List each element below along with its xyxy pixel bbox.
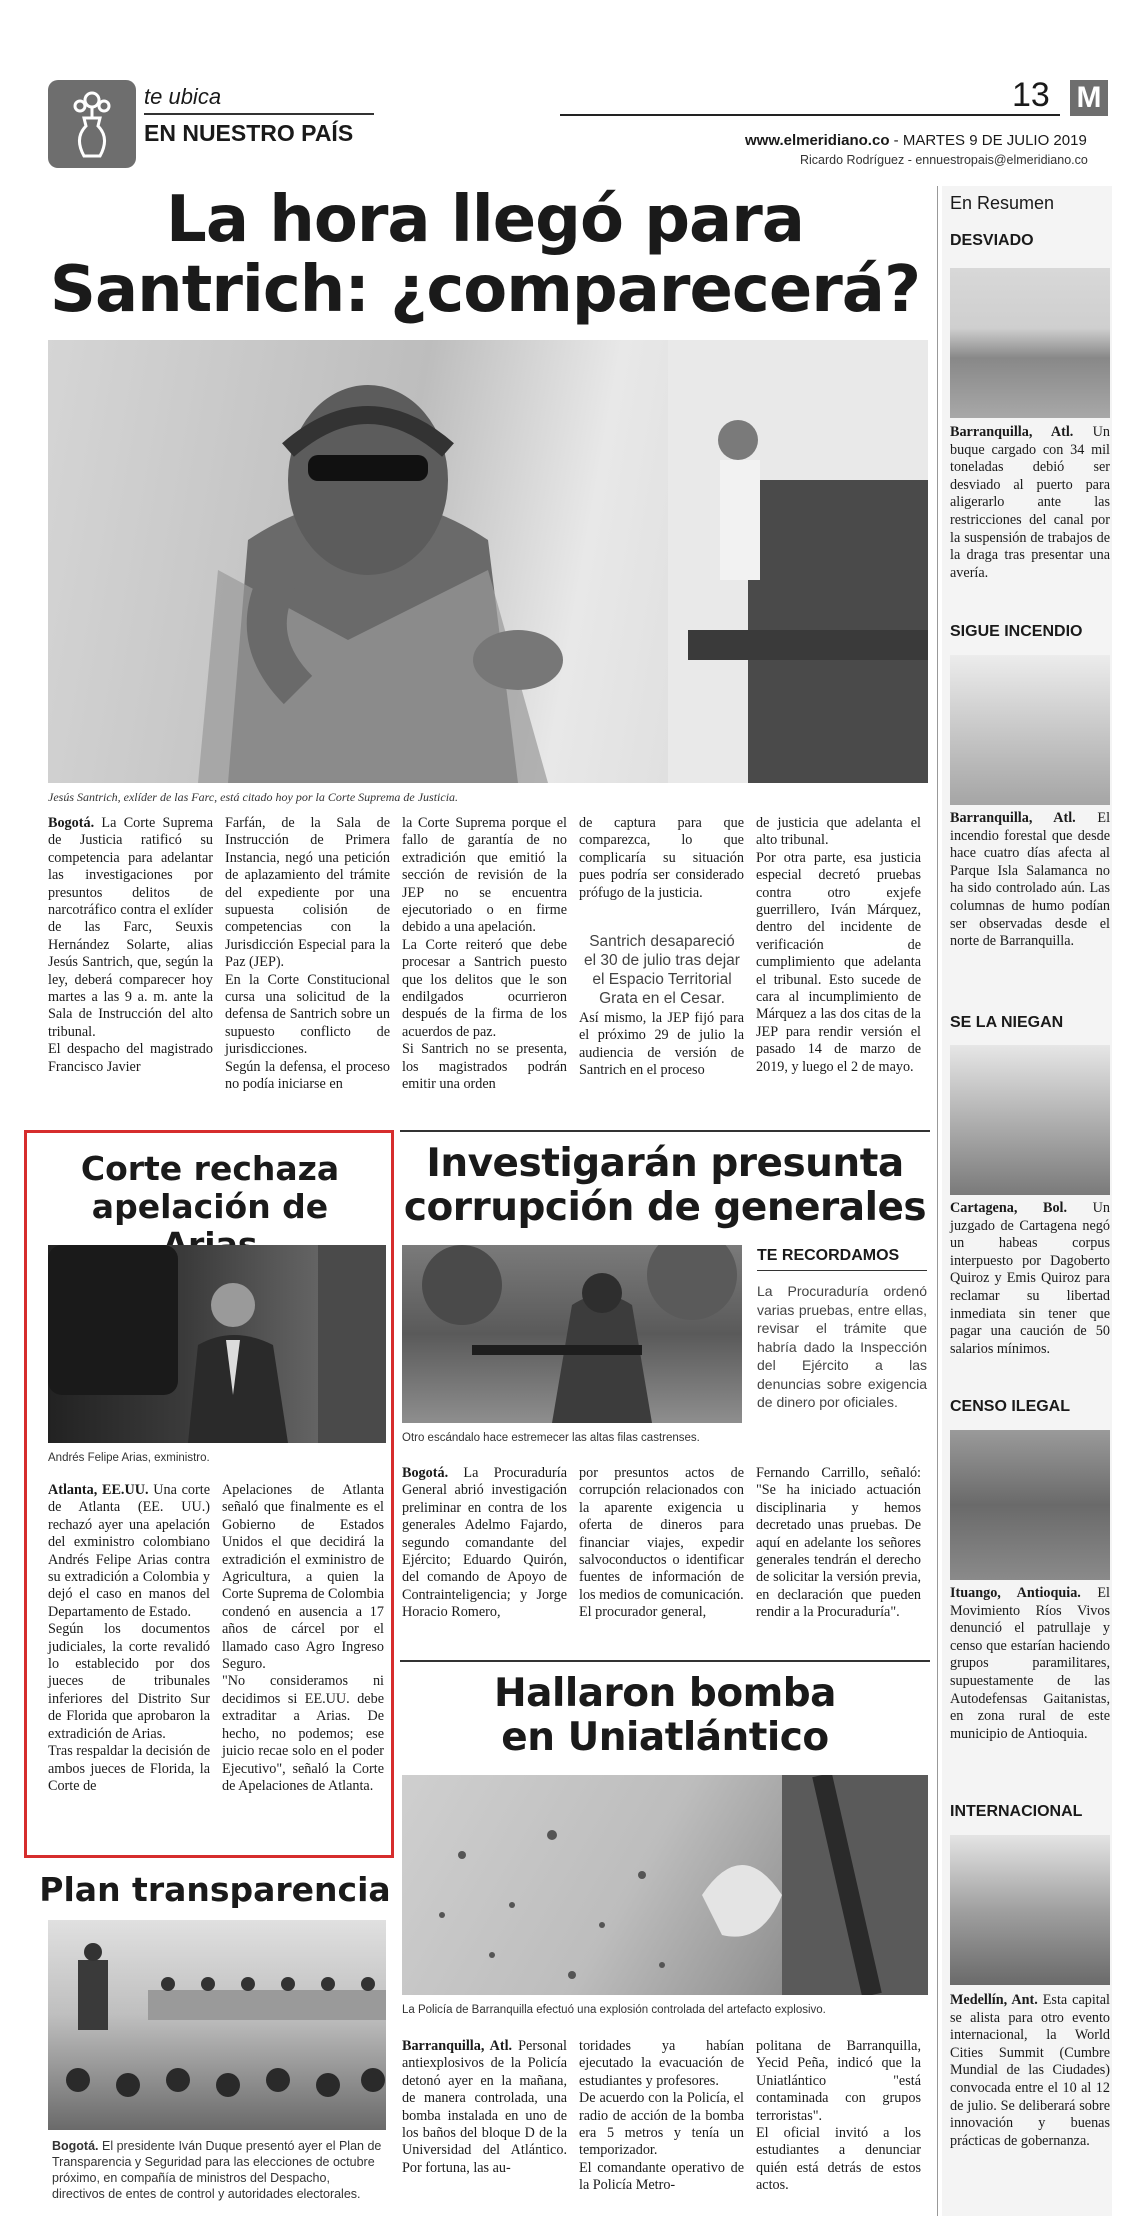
sidebar-dateline-incendio: Barranquilla, Atl. <box>950 810 1076 826</box>
bomba-col-1-text: Personal antiexplosivos de la Policía detonó ayer en la mañana, de manera controlada, una bomba instalada en uno de los baños del bloque D de la Universidad del Atlántico. Por fortuna, las au- <box>402 2038 567 2176</box>
main-photo <box>48 340 928 783</box>
header-rule <box>560 114 1060 116</box>
vase-icon <box>48 80 136 168</box>
bomba-photo <box>402 1775 928 1995</box>
te-recordamos-text: La Procuraduría ordenó varias pruebas, entre ellas, revisar el trámite que habría dado la Inspección del Ejército a las denuncias sobre exigencia de dinero por oficiales. <box>757 1283 927 1410</box>
main-col-2: Farfán, de la Sala de Instrucción de Primera Instancia, negó una petición de aplazamiento del trámite del expediente por una supuesta colisión de competencias con la Jurisdicción Especial para la Paz (JEP). En la Corte Constitucional cursa una solicitud de la defensa de Santrich sobre un supuesto conflicto de jurisdicciones. Según la defensa, el proceso no podía iniciarse en <box>225 815 390 1093</box>
transparencia-caption-text: El presidente Iván Duque presentó ayer el Plan de Transparencia y Seguridad para las elecciones de octubre próximo, en compañía de ministros del Despacho, directivos de entes de control y autoridades electorales. <box>52 2139 382 2201</box>
main-col-3: la Corte Suprema porque el fallo de garantía de no extradición que emitió la sección de revisión de la JEP no se encuentra ejecutoriado o en firme debido a una apelación. La Corte reiteró que debe procesar a Santrich puesto que los delitos que le son endilgados ocurrieron después de la firma de los acuerdos de paz. Si Santrich no se presenta, los magistrados podrán emitir una orden <box>402 815 567 1093</box>
sidebar-photo-internacional <box>950 1835 1110 1985</box>
sidebar-heading-internacional: INTERNACIONAL <box>950 1803 1083 1820</box>
arias-dateline: Atlanta, EE.UU. <box>48 1482 149 1498</box>
sidebar-heading-censo: CENSO ILEGAL <box>950 1398 1071 1415</box>
bomba-col-1 <box>402 2038 567 2177</box>
generales-headline-line2: corrupción de generales <box>403 1185 927 1230</box>
dateline <box>745 132 1087 149</box>
arias-col-1 <box>48 1482 210 1795</box>
sidebar-photo-incendio <box>950 655 1110 805</box>
sidebar-dateline-censo: Ituango, Antioquia. <box>950 1585 1081 1601</box>
main-headline <box>40 185 930 325</box>
sidebar-heading-incendio: SIGUE INCENDIO <box>950 623 1083 640</box>
transparencia-caption <box>52 2138 384 2202</box>
section-logo <box>48 80 136 168</box>
bomba-photo-caption: La Policía de Barranquilla efectuó una explosión controlada del artefacto explosivo. <box>402 2004 826 2016</box>
pull-quote: Santrich desapareció el 30 de julio tras dejar el Espacio Territorial Grata en el Cesar. <box>584 933 740 1007</box>
byline: Ricardo Rodríguez - ennuestropais@elmeridiano.co <box>800 153 1088 167</box>
bomba-headline <box>400 1672 930 1760</box>
sidebar-body-desviado: Un buque cargado con 34 mil toneladas debió ser desviado al puerto para aligerarlo ante las restricciones del canal por la suspensión de trabajos de la draga tras presentar una avería. <box>950 424 1110 581</box>
page-number: 13 <box>1012 76 1050 114</box>
section-bottom-label: EN NUESTRO PAÍS <box>144 120 354 146</box>
sidebar-photo-censo <box>950 1430 1110 1580</box>
generales-headline-line1: Investigarán presunta <box>426 1141 904 1186</box>
main-col-1-text: La Corte Suprema de Justicia ratificó su competencia para adelantar las investigaciones por presuntos delitos de narcotráfico contra el exlíder de las Farc, Seuxis Hernández Solarte, alias Jesús Santrich, que, según la ley, deberá comparecer hoy martes a las 9 a. m. ante la Sala de Instrucción del alto tribunal. El despacho del magistrado Francisco Javier <box>48 815 213 1075</box>
main-dateline: Bogotá. <box>48 815 95 831</box>
sidebar-heading-niegan: SE LA NIEGAN <box>950 1014 1064 1031</box>
generales-photo <box>402 1245 742 1423</box>
bomba-dateline: Barranquilla, Atl. <box>402 2038 513 2054</box>
arias-headline-line1: Corte rechaza <box>80 1149 340 1188</box>
bomba-col-3: politana de Barranquilla, Yecid Peña, indicó que la Uniatlántico "está contaminada con grupos terroristas". El oficial invitó a los estudiantes a denunciar quién está detrás de estos actos. <box>756 2038 921 2194</box>
generales-photo-caption: Otro escándalo hace estremecer las altas filas castrenses. <box>402 1432 700 1444</box>
generales-col-1-text: La Procuraduría General abrió investigación preliminar en contra de los generales Adelmo Fajardo, segundo comandante del Ejército; Eduardo Quirón, del comando de Apoyo de Contrainteligencia; y Jorge Horacio Romero, <box>402 1465 567 1621</box>
section-top-label: te ubica <box>144 84 222 109</box>
rule-generales-bottom <box>400 1660 930 1662</box>
sidebar-photo-niegan <box>950 1045 1110 1195</box>
sidebar-body-incendio: El incendio forestal que desde hace cuatro días afecta al Parque Isla Salamanca no ha sido controlado aún. Las columnas de humo podían ser observadas desde el norte de Barranquilla. <box>950 810 1111 950</box>
date: - MARTES 9 DE JULIO 2019 <box>893 132 1087 149</box>
generales-col-3: Fernando Carrillo, señaló: "Se ha iniciado actuación disciplinaria y hemos decretado unas pruebas. De aquí en adelante los señores generales tendrán el derecho de solicitar la versión previa, en declaración que pueden rendir a la Procuraduría". <box>756 1465 921 1621</box>
main-headline-line2: Santrich: ¿comparecerá? <box>49 253 921 327</box>
arias-headline-line2: apelación de <box>91 1187 329 1226</box>
main-col-4b: Así mismo, la JEP fijó para el próximo 29 de julio la audiencia de versión de Santrich en el proceso <box>579 1010 744 1079</box>
generales-headline <box>400 1142 930 1230</box>
transparencia-photo <box>48 1920 386 2130</box>
sidebar-body-censo: El Movimiento Ríos Vivos denunció el patrullaje y censo que estarían haciendo grupos paramilitares, supuestamente de las Autodefensas Gaitanistas, en zona rural de este municipio de Antioquia. <box>950 1585 1110 1742</box>
generales-dateline: Bogotá. <box>402 1465 449 1481</box>
arias-col-2: Apelaciones de Atlanta señaló que finalmente es el Gobierno de Estados Unidos el que decidirá la extradición el exministro de Agricultura, a quien la Corte Suprema de Colombia condenó en ausencia a 17 años de cárcel por el llamado caso Agro Ingreso Seguro. "No consideramos ni decidimos si EE.UU. debe extraditar a Arias. De hecho, no podemos; ese juicio recae solo en el poder Ejecutivo", señaló la Corte de Apelaciones de Atlanta. <box>222 1482 384 1794</box>
arias-photo-caption: Andrés Felipe Arias, exministro. <box>48 1452 210 1464</box>
te-recordamos-rule <box>757 1270 927 1271</box>
sidebar-dateline-desviado: Barranquilla, Atl. <box>950 424 1074 440</box>
sidebar-text-incendio <box>950 810 1110 951</box>
sidebar-heading-desviado: DESVIADO <box>950 232 1034 249</box>
sidebar-dateline-niegan: Cartagena, Bol. <box>950 1200 1068 1216</box>
sidebar-title: En Resumen <box>950 193 1055 213</box>
sidebar-body-internacional: Esta capital se alista para otro evento internacional, la World Cities Summit (Cumbre Mundial de las Ciudades) convocada entre el 10 al 12 de julio. Se deliberará sobre innovación y buenas prácticas de gobernanza. <box>950 1992 1110 2149</box>
main-headline-line1: La hora llegó para <box>166 183 804 257</box>
sidebar-dateline-internacional: Medellín, Ant. <box>950 1992 1038 2008</box>
bomba-col-2: toridades ya habían ejecutado la evacuación de estudiantes y profesores. De acuerdo con la Policía, el radio de acción de la bomba era 5 metros y tenía un temporizador. El comandante operativo de la Policía Metro- <box>579 2038 744 2194</box>
bomba-headline-line1: Hallaron bomba <box>494 1671 836 1716</box>
te-recordamos-title: TE RECORDAMOS <box>757 1247 900 1264</box>
main-col-4: de captura para que comparezca, lo que complicaría su situación pues podría ser considerado prófugo de la justicia. <box>579 815 744 901</box>
arias-col-1-text: Una corte de Atlanta (EE. UU.) rechazó ayer una apelación del exministro colombiano Andrés Felipe Arias contra su extradición a Colombia y dejó el caso en manos del Departamento de Estado. Según los documentos judiciales, la corte revalidó lo establecido por dos jueces de tribunales inferiores del Distrito Sur de Florida que aprobaron la extradición de Arias. Tras respaldar la decisión de ambos jueces de Florida, la Corte de <box>48 1482 210 1794</box>
sidebar-rule <box>937 186 938 2216</box>
transparencia-dateline: Bogotá. <box>52 2139 99 2153</box>
sidebar-text-censo <box>950 1585 1110 1743</box>
sidebar-text-internacional <box>950 1992 1110 2150</box>
main-col-1 <box>48 815 213 1076</box>
bomba-headline-line2: en Uniatlántico <box>501 1715 829 1760</box>
arias-photo <box>48 1245 386 1443</box>
brand-logo: M <box>1070 80 1108 116</box>
sidebar-text-niegan <box>950 1200 1110 1358</box>
generales-col-2: por presuntos actos de corrupción relacionados con la aparente exigencia u oferta de dineros para financiar viajes, expedir salvoconductos o identificar fuentes de información de los medios de comunicación. El procurador general, <box>579 1465 744 1621</box>
main-photo-caption: Jesús Santrich, exlíder de las Farc, está citado hoy por la Corte Suprema de Justicia. <box>48 790 459 804</box>
section-divider <box>144 113 374 115</box>
main-col-5: de justicia que adelanta el alto tribunal. Por otra parte, esa justicia especial decretó pruebas contra otro exjefe guerrillero, Iván Márquez, dentro del incidente de verificación de cumplimiento que adelanta el tribunal. Esto sucede de cara al incumplimiento de Márquez a las dos citas de la JEP para rendir versión el pasado 14 de marzo de 2019, y luego el 2 de mayo. <box>756 815 921 1075</box>
transparencia-headline: Plan transparencia <box>39 1870 391 1909</box>
sidebar-body-niegan: Un juzgado de Cartagena negó un habeas corpus interpuesto por Dagoberto Quiroz y Emis Quiroz para reclamar su libertad inmediata sin tener que pagar una caución de 50 salarios mínimos. <box>950 1200 1110 1357</box>
website-link[interactable]: www.elmeridiano.co <box>745 132 890 149</box>
rule-main-bottom <box>400 1130 930 1132</box>
sidebar-text-desviado <box>950 424 1110 582</box>
sidebar-photo-desviado <box>950 268 1110 418</box>
generales-col-1 <box>402 1465 567 1622</box>
